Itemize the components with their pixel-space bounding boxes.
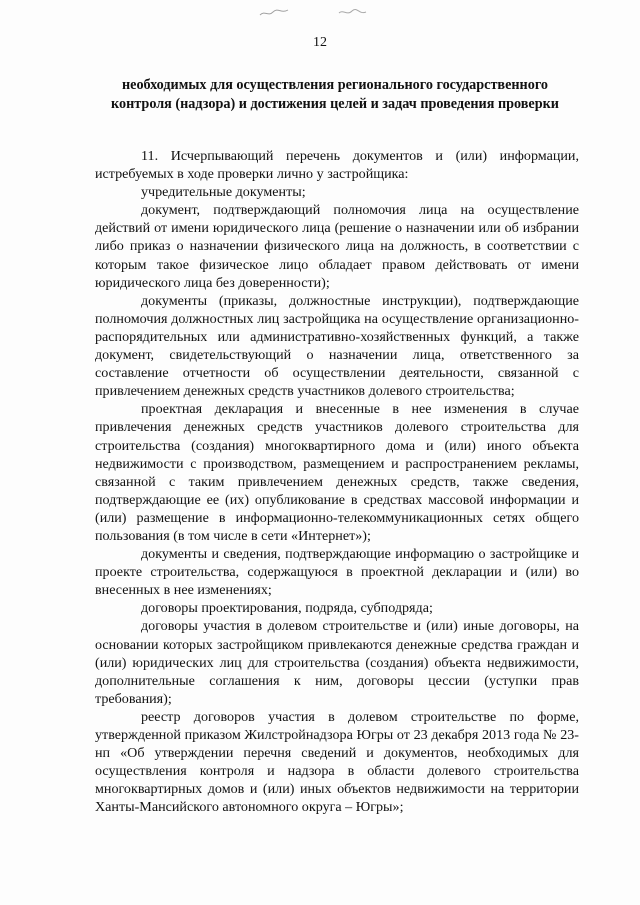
section-heading: необходимых для осуществления регионального государственного контроля (надзора) и достижения целей и задач проведения проверки	[111, 77, 559, 112]
paragraph-authority-document: документ, подтверждающий полномочия лица на осуществление действий от имени юридического лица (решение о назначении или об избрании либо приказ о назначении физического лица на должность, в соответствии с которым такое физическое лицо обладает правом действовать от имени юридического лица без доверенности);	[95, 202, 579, 291]
paragraph-contracts: договоры проектирования, подряда, субподряда;	[141, 600, 433, 617]
paragraph-project-declaration: проектная декларация и внесенные в нее изменения в случае привлечения денежных средств участников долевого строительства для строительства (создания) многоквартирного дома и (или) иного объекта недвижимости с производством, размещением и распространением рекламы, связанной с таким привлечением денежных средств, также сведения, подтверждающие ее (их) опубликование в средствах массовой информации и (или) размещение в информационно-телекоммуникационных сетях общего пользования (в том числе в сети «Интернет»);	[95, 401, 579, 544]
scan-artifact-mark	[338, 8, 368, 18]
paragraph-officials-authority: документы (приказы, должностные инструкции), подтверждающие полномочия должностных лиц застройщика на осуществление организационно-распорядительных или административно-хозяйственных функций, а также документ, свидетельствующий о назначении лица, ответственного за составление отчетности об осуществлении деятельности, связанной с привлечением денежных средств участников долевого строительства;	[95, 292, 579, 400]
paragraph-participation-contracts: договоры участия в долевом строительстве и (или) иные договоры, на основании которых застройщиком привлекаются денежные средства граждан и (или) юридических лиц для строительства (создания) объекта недвижимости, дополнительные соглашения к ним, договоры цессии (уступки прав требования);	[95, 618, 579, 707]
scan-artifact-mark	[258, 8, 290, 18]
document-body	[95, 147, 579, 816]
paragraph-developer-info: документы и сведения, подтверждающие информацию о застройщике и проекте строительства, содержащуюся в проектной декларации и (или) во внесенных в нее изменениях;	[95, 546, 579, 599]
paragraph-founding-documents: учредительные документы;	[141, 184, 306, 201]
paragraph-item-11: 11. Исчерпывающий перечень документов и (или) информации, истребуемых в ходе проверки лично у застройщика:	[95, 148, 579, 183]
page-number: 12	[313, 35, 327, 50]
paragraph-contracts-register: реестр договоров участия в долевом строительстве по форме, утвержденной приказом Жилстройнадзора Югры от 23 декабря 2013 года № 23-нп «Об утверждении перечня сведений и документов, необходимых для осуществления контроля и надзора в области долевого строительства многоквартирных домов и (или) иных объектов недвижимости на территории Ханты-Мансийского автономного округа – Югры»;	[95, 708, 579, 816]
